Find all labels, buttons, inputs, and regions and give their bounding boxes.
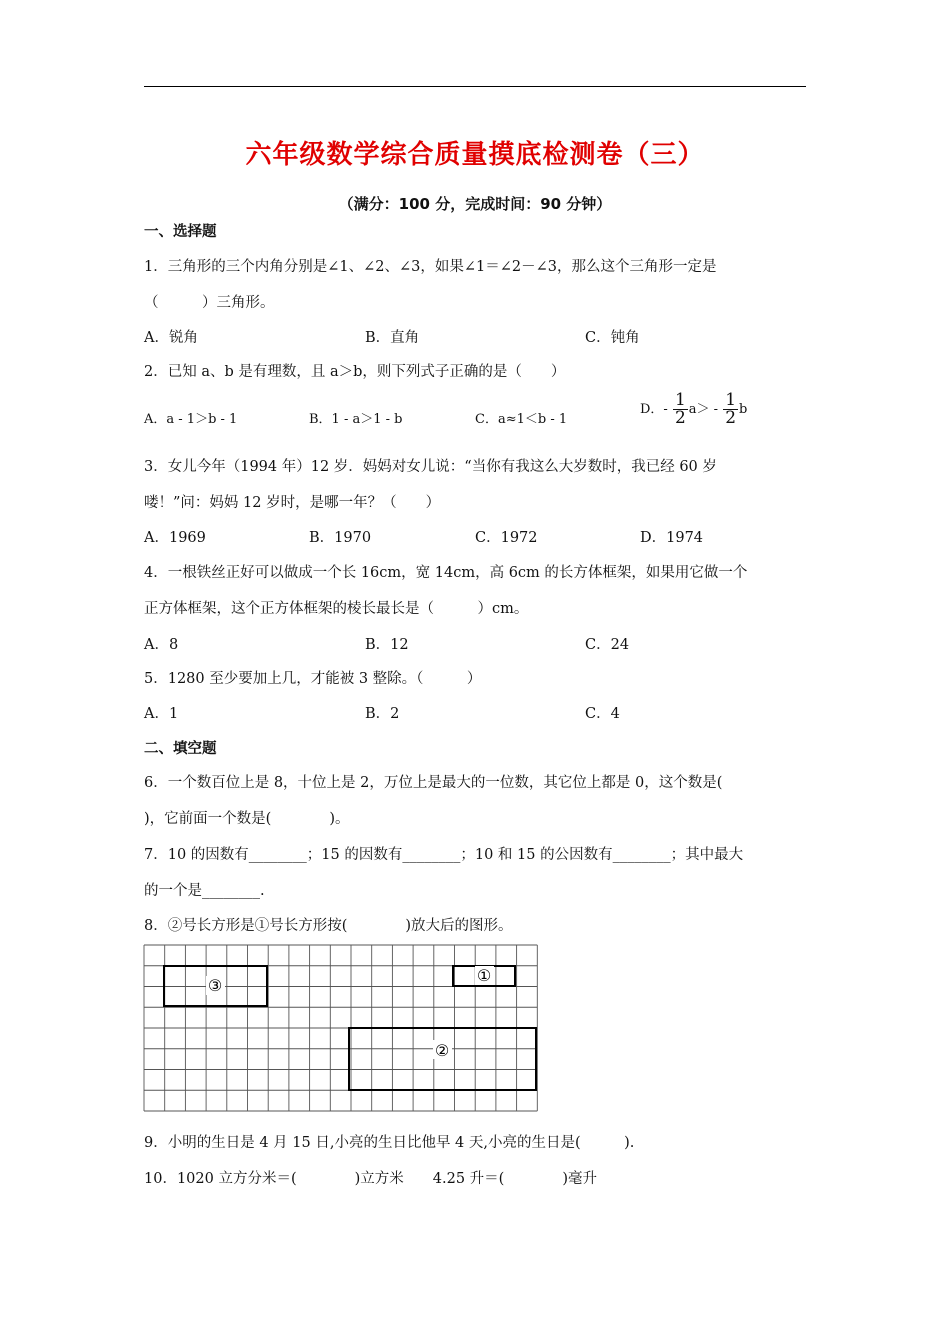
q2-d-mid: a＞ - (688, 402, 719, 417)
exam-title: 六年级数学综合质量摸底检测卷（三） (245, 140, 705, 170)
q3-text-line1: 3．女儿今年（1994 年）12 岁．妈妈对女儿说：“当你有我这么大岁数时，我已经 60 岁 (144, 459, 717, 475)
q8-grid-figure (143, 942, 540, 1114)
section-choice-heading: 一、选择题 (144, 224, 217, 240)
q2-d-fraction1 (673, 392, 688, 427)
exam-subtitle: （满分：100 分，完成时间：90 分钟） (338, 195, 612, 213)
q2-d-den1: 2 (674, 408, 686, 428)
q10-text-line1: 10．1020 立方分米＝( )立方米 4.25 升＝( )毫升 (144, 1171, 597, 1187)
q6-text-line2: )，它前面一个数是( )。 (144, 811, 350, 827)
q3-option-a: A．1969 (144, 530, 206, 546)
q2-d-prefix: D．- (640, 402, 668, 417)
q3-text-line2: 喽！”问：妈妈 12 岁时，是哪一年？（ ） (144, 495, 441, 511)
q7-text-line2: 的一个是________. (144, 883, 265, 899)
q2-d-den2: 2 (725, 408, 737, 428)
q2-d-num1: 1 (674, 390, 686, 410)
q1-text-line2: （ ）三角形。 (144, 295, 275, 311)
q2-d-fraction2 (723, 392, 738, 427)
q6-text-line1: 6．一个数百位上是 8，十位上是 2，万位上是最大的一位数，其它位上都是 0，这个数是( (144, 775, 723, 791)
q2-text-line1: 2．已知 a、b 是有理数，且 a＞b，则下列式子正确的是（ ） (144, 364, 566, 380)
q2-option-a: A．a - 1＞b - 1 (144, 412, 238, 427)
rectangle-3-label: ③ (207, 976, 223, 995)
q1-option-b: B．直角 (365, 330, 420, 346)
q5-option-c: C．4 (585, 706, 620, 722)
q1-option-c: C．钝角 (585, 330, 640, 346)
q2-d-suffix: b (739, 402, 748, 417)
q4-option-a: A．8 (144, 637, 179, 653)
q2-option-c: C．a≈1＜b - 1 (475, 412, 568, 427)
q4-text-line2: 正方体框架，这个正方体框架的棱长最长是（ ）cm。 (144, 601, 529, 617)
q5-option-b: B．2 (365, 706, 400, 722)
q8-text-line1: 8．②号长方形是①号长方形按( )放大后的图形。 (144, 918, 513, 934)
q3-option-d: D．1974 (640, 530, 704, 546)
header-rule (144, 86, 806, 87)
q4-option-c: C．24 (585, 637, 630, 653)
q1-option-a: A．锐角 (144, 330, 198, 346)
q2-d-num2: 1 (725, 390, 737, 410)
q5-option-a: A．1 (144, 706, 179, 722)
q9-text-line1: 9．小明的生日是 4 月 15 日,小亮的生日比他早 4 天,小亮的生日是( ). (144, 1135, 635, 1151)
q2-option-b: B．1 - a＞1 - b (309, 412, 403, 427)
q3-option-b: B．1970 (309, 530, 372, 546)
rectangle-2-label: ② (434, 1041, 450, 1060)
section-fill-heading: 二、填空题 (144, 741, 217, 757)
q5-text-line1: 5．1280 至少要加上几，才能被 3 整除。（ ） (144, 671, 482, 687)
q1-text-line1: 1．三角形的三个内角分别是∠1、∠2、∠3，如果∠1＝∠2－∠3，那么这个三角形一定是 (144, 259, 717, 275)
q7-text-line1: 7．10 的因数有________；15 的因数有________；10 和 15 的公因数有________；其中最大 (144, 847, 744, 863)
q2-option-d (640, 392, 747, 427)
q4-option-b: B．12 (365, 637, 409, 653)
rectangle-1-label: ① (476, 966, 492, 985)
q4-text-line1: 4．一根铁丝正好可以做成一个长 16cm，宽 14cm，高 6cm 的长方体框架，如果用它做一个 (144, 565, 748, 581)
q3-option-c: C．1972 (475, 530, 538, 546)
